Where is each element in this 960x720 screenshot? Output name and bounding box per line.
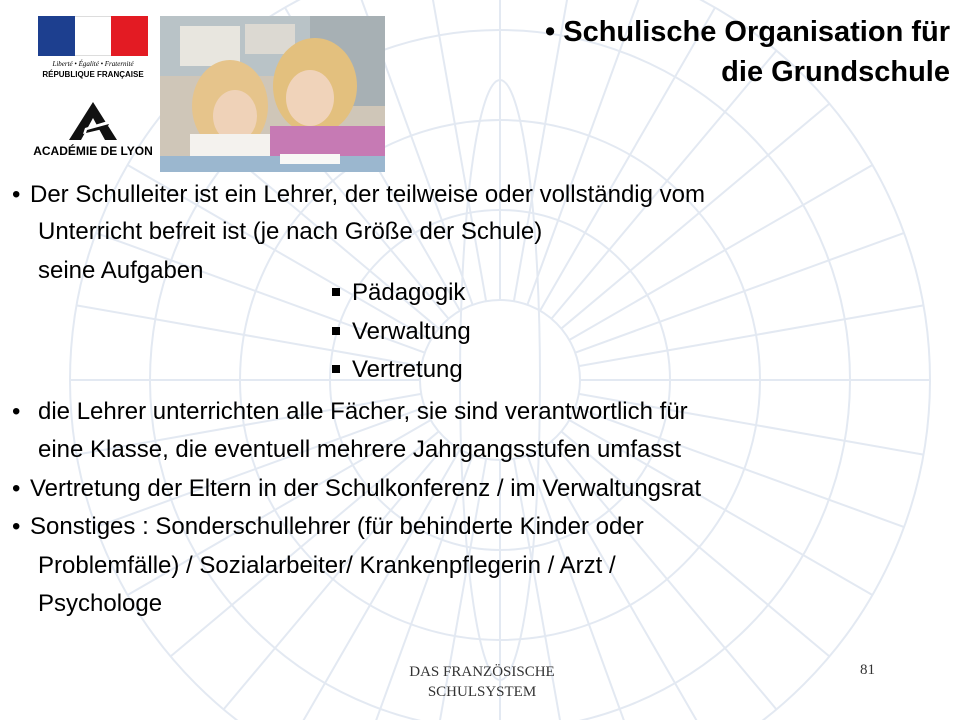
p4-line-2: Problemfälle) / Sozialarbeiter/ Krankenpflegerin / Arzt / bbox=[38, 552, 616, 579]
square-bullet-icon bbox=[332, 327, 340, 335]
bullet-4: • bbox=[12, 513, 21, 540]
subitem-label: Vertretung bbox=[352, 356, 463, 383]
p4-line-1: Sonstiges : Sonderschullehrer (für behinderte Kinder oder bbox=[30, 513, 644, 540]
slide-title bbox=[430, 12, 950, 92]
bullet-3: • bbox=[12, 475, 21, 502]
republique-francaise-logo bbox=[38, 16, 148, 82]
p1-line-1: Der Schulleiter ist ein Lehrer, der teilweise oder vollständig vom bbox=[30, 181, 705, 208]
p1-line-3: seine Aufgaben bbox=[38, 257, 204, 284]
p4-line-3: Psychologe bbox=[38, 590, 163, 617]
republique-name: RÉPUBLIQUE FRANÇAISE bbox=[42, 70, 144, 79]
bullet-2: • bbox=[12, 398, 21, 425]
footer-line-2: SCHULSYSTEM bbox=[427, 684, 537, 700]
bullet-1: • bbox=[12, 181, 21, 208]
academie-a-icon bbox=[65, 100, 121, 142]
p2-line-1: die Lehrer unterrichten alle Fächer, sie sind verantwortlich für bbox=[38, 398, 688, 425]
subitem-label: Pädagogik bbox=[352, 279, 466, 306]
title-line-2: die Grundschule bbox=[721, 56, 950, 88]
french-flag-icon bbox=[38, 16, 148, 56]
square-bullet-icon bbox=[332, 365, 340, 373]
footer-line-1: DAS FRANZÖSISCHE bbox=[409, 664, 555, 680]
republique-motto: Liberté • Égalité • Fraternité bbox=[52, 60, 134, 68]
subitem-label: Verwaltung bbox=[352, 318, 471, 345]
academie-lyon-logo bbox=[28, 100, 158, 162]
classroom-photo-image bbox=[160, 16, 385, 172]
subitem-paedagogik bbox=[332, 274, 465, 311]
square-bullet-icon bbox=[332, 288, 340, 296]
page-number: 81 bbox=[860, 662, 875, 678]
p3-line-1: Vertretung der Eltern in der Schulkonferenz / im Verwaltungsrat bbox=[30, 475, 702, 502]
p2-line-2: eine Klasse, die eventuell mehrere Jahrgangsstufen umfasst bbox=[38, 436, 682, 463]
subitem-verwaltung bbox=[332, 313, 471, 350]
subitem-vertretung bbox=[332, 351, 463, 388]
academie-name: ACADÉMIE DE LYON bbox=[33, 144, 153, 158]
title-line-1: • Schulische Organisation für bbox=[430, 12, 950, 52]
p1-line-2: Unterricht befreit ist (je nach Größe der Schule) bbox=[38, 218, 543, 245]
footer-title bbox=[382, 662, 582, 702]
classroom-photo bbox=[160, 16, 385, 172]
